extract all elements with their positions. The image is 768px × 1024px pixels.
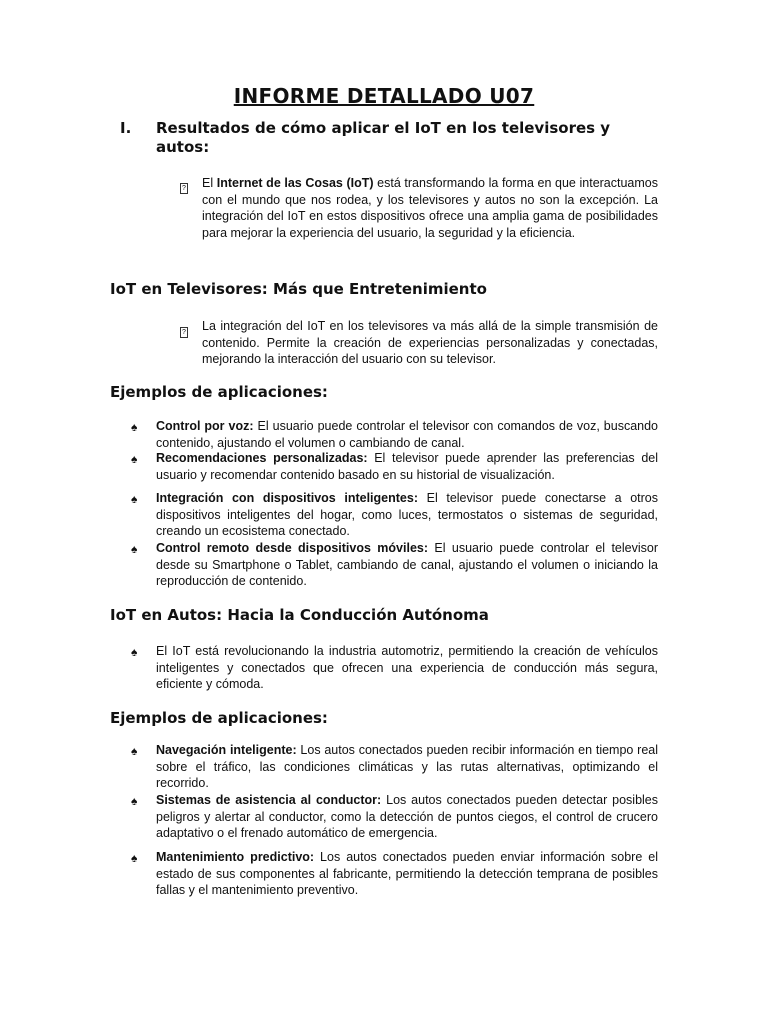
spade-bullet-icon: ♠ [131,542,138,556]
intro-bold: Internet de las Cosas (IoT) [216,176,374,190]
spade-bullet-icon: ♠ [131,420,138,434]
spade-bullet-icon: ♠ [131,851,138,865]
section-title: Resultados de cómo aplicar el IoT en los televisores y autos: [156,119,611,156]
tv-intro: La integración del IoT en los televisores va más allá de la simple transmisión de contenido. Permite la creación de experiencias personalizadas y conectadas, mejorando la interacción del usuario con su televisor. [202,319,658,366]
spade-bullet-icon: ♠ [131,645,138,659]
square-bullet-icon: ? [180,321,188,339]
examples-heading: Ejemplos de aplicaciones: [110,709,328,727]
auto-intro: El IoT está revolucionando la industria automotriz, permitiendo la creación de vehículos inteligentes y conectados que ofrecen una experiencia de conducción más segura, eficiente y cómoda. [156,644,658,691]
auto-heading: IoT en Autos: Hacia la Conducción Autónoma [110,606,489,624]
spade-bullet-icon: ♠ [131,744,138,758]
list-item: Control remoto desde dispositivos móviles: El usuario puede controlar el televisor desde su Smartphone o Tablet, cambiando de canal, ajustando el volumen o iniciando la reproducción de contenido. [156,541,658,588]
tv-heading: IoT en Televisores: Más que Entretenimiento [110,280,487,298]
intro-paragraph [202,175,658,241]
list-item: Integración con dispositivos inteligentes: El televisor puede conectarse a otros dispositivos inteligentes del hogar, como luces, termostatos o sistemas de seguridad, creando un ecosistema conectado. [156,491,658,538]
list-item: Sistemas de asistencia al conductor: Los autos conectados pueden detectar posibles peligros y alertar al conductor, como la detección de puntos ciegos, el control de crucero adaptativo o el frenado automático de emergencia. [156,793,658,840]
intro-prefix: El [202,176,217,190]
section-number: I. [120,119,132,137]
spade-bullet-icon: ♠ [131,452,138,466]
intro-text: está transformando la forma en que interactuamos con el mundo que nos rodea, y los televisores y autos no son la excepción. La integración del IoT en estos dispositivos ofrece una amplia gama de posibilidades para mejorar la experiencia del usuario, la seguridad y la eficiencia. [202,176,659,240]
document-title: INFORME DETALLADO U07 [233,84,535,108]
square-bullet-icon: ? [180,177,188,195]
spade-bullet-icon: ♠ [131,492,138,506]
list-item: Navegación inteligente: Los autos conectados pueden recibir información en tiempo real sobre el tráfico, las condiciones climáticas y las rutas alternativas, optimizando el recorrido. [156,743,658,790]
spade-bullet-icon: ♠ [131,794,138,808]
list-item: Mantenimiento predictivo: Los autos conectados pueden enviar información sobre el estado de sus componentes al fabricante, permitiendo la detección temprana de posibles fallas y el mantenimiento preventivo. [156,850,658,897]
list-item: Control por voz: El usuario puede controlar el televisor con comandos de voz, buscando contenido, ajustando el volumen o cambiando de canal. [156,419,658,450]
examples-heading: Ejemplos de aplicaciones: [110,383,328,401]
list-item: Recomendaciones personalizadas: El televisor puede aprender las preferencias del usuario y recomendar contenido basado en su historial de visualización. [156,451,658,482]
